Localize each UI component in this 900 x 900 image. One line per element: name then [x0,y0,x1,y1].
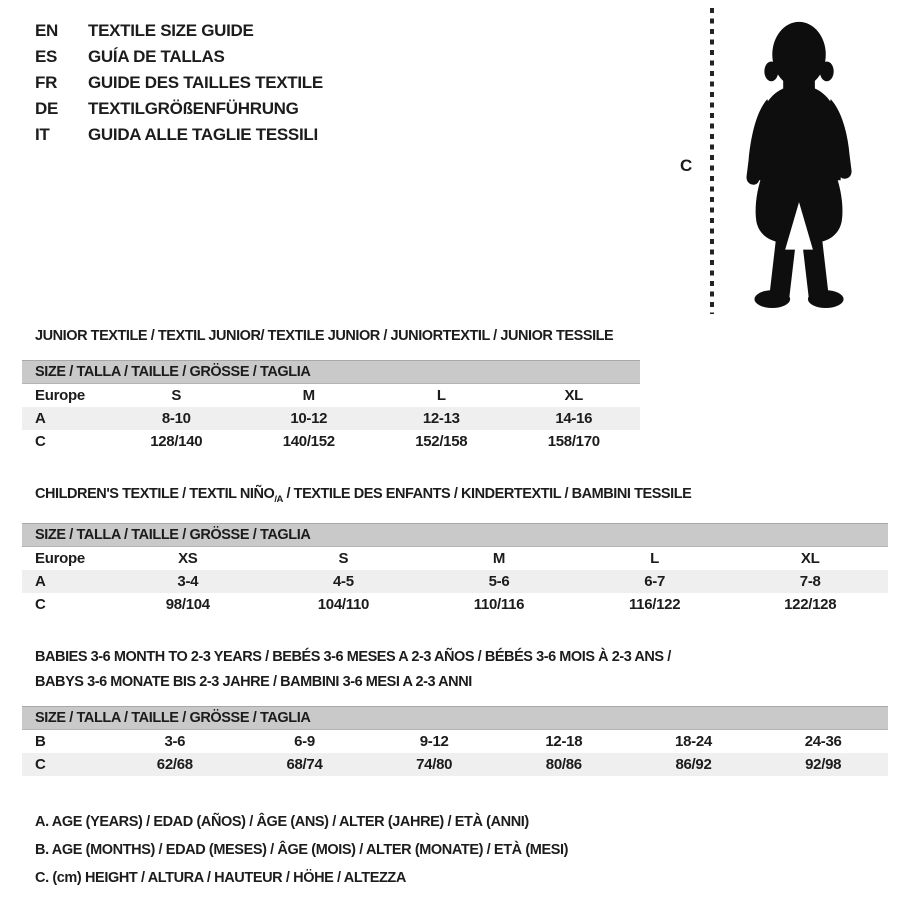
table-size-header: SIZE / TALLA / TAILLE / GRÖSSE / TAGLIA [22,523,888,547]
language-code: ES [35,47,58,66]
row-label: Europe [35,387,85,404]
height-cell: 122/128 [784,595,837,613]
height-cell: 68/74 [286,755,323,773]
table-row-height [22,753,888,776]
height-cell: 80/86 [545,755,582,773]
size-cell: L [650,549,660,567]
age-cell: 4-5 [333,572,354,590]
legend-line-b: B. AGE (MONTHS) / EDAD (MESES) / ÂGE (MOIS) / ALTER (MONATE) / ETÀ (MESI) [35,841,569,858]
section-babies-textile [0,645,900,776]
table-body [22,547,888,616]
height-cell: 110/116 [473,595,525,613]
table-row-months [22,730,888,753]
legend [35,808,900,892]
legend-line-c: C. (cm) HEIGHT / ALTURA / HAUTEUR / HÖHE / ALTEZZA [35,869,406,886]
height-cell: 62/68 [156,755,193,773]
height-cell: 158/170 [547,433,600,450]
age-cell: 24-36 [804,732,842,750]
age-cell: 12-13 [422,410,460,427]
language-row [35,96,323,122]
age-cell: 7-8 [799,572,821,590]
size-table-junior [22,360,640,453]
age-cell: 6-7 [644,572,665,590]
legend-line-a: A. AGE (YEARS) / EDAD (AÑOS) / ÂGE (ANS) / ALTER (JAHRE) / ETÀ (ANNI) [35,813,529,830]
table-body [22,730,888,776]
header-area [0,0,900,324]
height-cell: 128/140 [150,433,203,450]
size-cell: L [436,387,446,404]
language-label: GUÍA DE TALLAS [88,47,225,66]
table-row-height [22,430,640,453]
size-cell: S [171,387,182,404]
height-cell: 92/98 [805,755,842,773]
toddler-silhouette-icon [726,10,878,312]
size-table-children [22,523,888,616]
table-size-header: SIZE / TALLA / TAILLE / GRÖSSE / TAGLIA [22,706,888,730]
age-cell: 6-9 [294,732,315,750]
height-measure-line-icon [708,8,716,314]
section-title-line: BABYS 3-6 MONATE BIS 2-3 JAHRE / BAMBINI 3-6 MESI A 2-3 ANNI [35,673,472,690]
language-code: IT [35,125,50,144]
language-label: TEXTILGRÖßENFÜHRUNG [88,99,299,118]
size-cell: XL [800,549,820,567]
language-label: GUIDA ALLE TAGLIE TESSILI [88,125,318,144]
size-cell: M [492,549,506,567]
section-title-line: BABIES 3-6 MONTH TO 2-3 YEARS / BEBÉS 3-6 MESES A 2-3 AÑOS / BÉBÉS 3-6 MOIS À 2-3 ANS / [35,648,671,665]
section-title [35,645,900,695]
age-cell: 14-16 [555,410,593,427]
size-table-babies [22,706,888,776]
age-cell: 18-24 [675,732,712,750]
table-row-age [22,570,888,593]
section-title-text: / TEXTILE DES ENFANTS / KINDERTEXTIL / BAMBINI TESSILE [282,486,692,502]
row-label: C [35,755,46,773]
height-cell: 152/158 [415,433,468,450]
height-cell: 140/152 [282,433,335,450]
language-code: EN [35,21,59,40]
size-cell: XL [564,387,584,404]
height-measure-label: C [680,156,693,175]
row-label: C [35,595,46,613]
age-cell: 3-4 [177,572,199,590]
age-cell: 9-12 [419,732,449,750]
height-cell: 104/110 [317,595,370,613]
language-label: GUIDE DES TAILLES TEXTILE [88,73,323,92]
row-label: C [35,433,46,450]
section-title-text: CHILDREN'S TEXTILE / TEXTIL NIÑO [35,486,275,502]
language-row [35,18,323,44]
size-cell: XS [178,549,198,567]
table-row-europe [22,384,640,407]
row-label: B [35,732,46,750]
language-list [35,18,323,148]
age-cell: 10-12 [290,410,328,427]
table-row-europe [22,547,888,570]
height-cell: 86/92 [675,755,712,773]
language-code: FR [35,73,58,92]
age-cell: 5-6 [488,572,510,590]
height-cell: 98/104 [165,595,210,613]
language-row [35,122,323,148]
size-cell: M [302,387,315,404]
row-label: Europe [35,549,85,567]
section-title [35,324,900,349]
section-junior-textile [0,324,900,453]
size-cell: S [338,549,349,567]
table-size-header: SIZE / TALLA / TAILLE / GRÖSSE / TAGLIA [22,360,640,384]
age-cell: 12-18 [545,732,583,750]
section-children-textile [0,482,900,616]
age-cell: 3-6 [164,732,186,750]
height-cell: 116/122 [628,595,681,613]
age-cell: 8-10 [161,410,191,427]
language-row [35,70,323,96]
table-body [22,384,640,453]
table-row-age [22,407,640,430]
section-title [35,482,900,512]
section-title-subscript: /A [274,493,283,505]
language-row [35,44,323,70]
row-label: A [35,572,46,590]
height-cell: 74/80 [416,755,453,773]
language-label: TEXTILE SIZE GUIDE [88,21,254,40]
height-figure [668,8,888,318]
language-code: DE [35,99,59,118]
row-label: A [35,410,46,427]
section-title-text: JUNIOR TEXTILE / TEXTIL JUNIOR/ TEXTILE JUNIOR / JUNIORTEXTIL / JUNIOR TESSILE [35,328,614,344]
table-row-height [22,593,888,616]
